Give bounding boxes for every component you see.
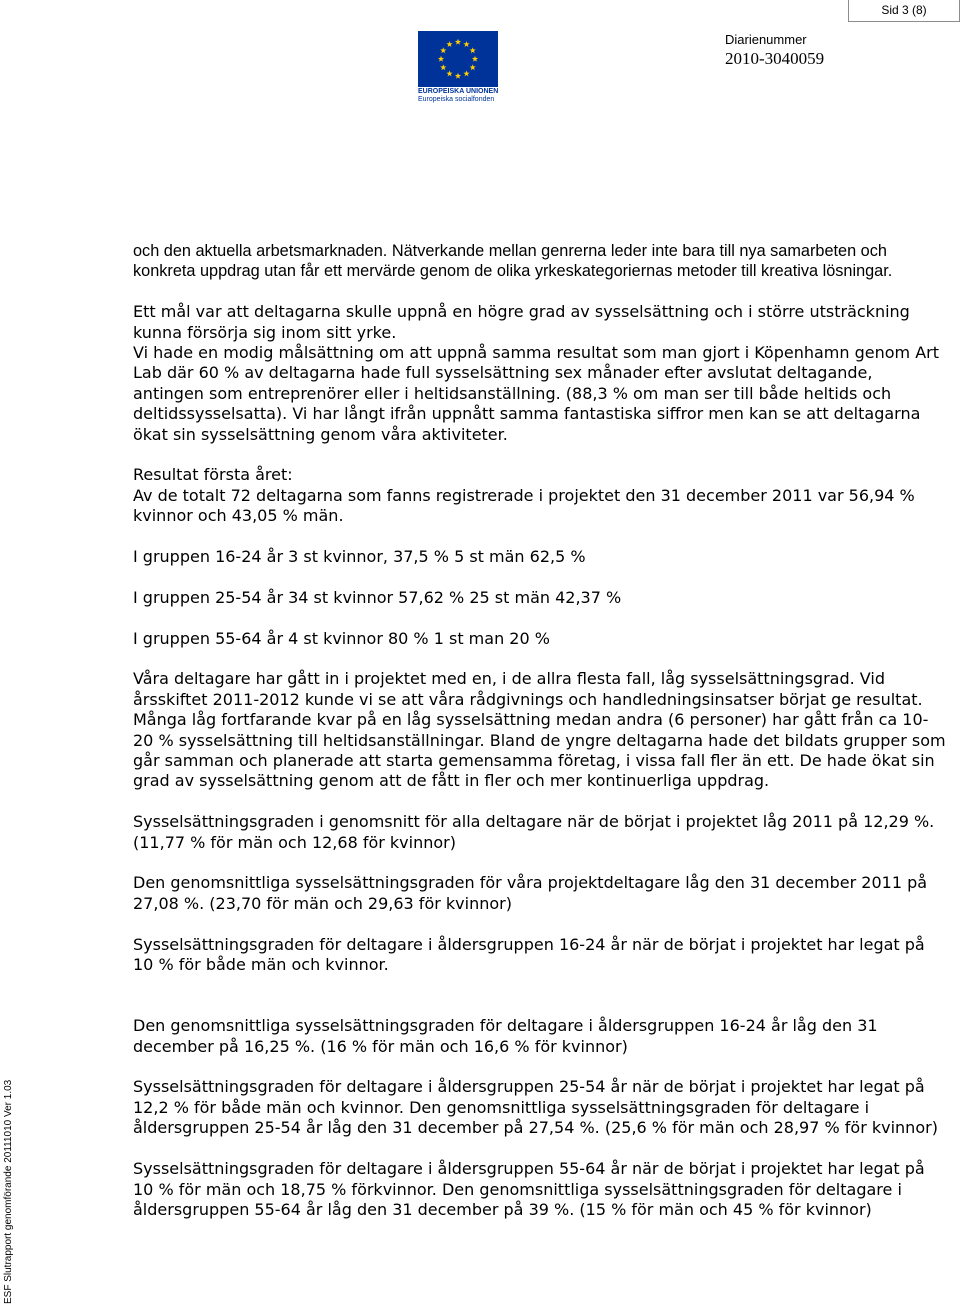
paragraph: Sysselsättningsgraden för deltagare i åldersgruppen 55-64 år när de börjat i projektet har legat på 10 % för män och 18,75 % förkvinnor. Den genomsnittliga sysselsättningsgraden för deltagare i åldersgruppen 55-64 år låg den 31 december på 39 %. (15 % för män och 45 % för kvinnor) <box>133 1159 925 1219</box>
eu-caption-line2: Europeiska socialfonden <box>418 96 495 103</box>
paragraph: Sysselsättningsgraden för deltagare i åldersgruppen 16-24 år när de börjat i projektet har legat på 10 % för både män och kvinnor. <box>133 934 925 975</box>
registration-block <box>725 31 824 70</box>
document-body <box>133 241 948 1220</box>
paragraph: Den genomsnittliga sysselsättningsgraden för våra projektdeltagare låg den 31 december 2011 på 27,08 %. (23,70 för män och 29,63 för kvinnor) <box>133 873 928 913</box>
paragraph: Ett mål var att deltagarna skulle uppnå en högre grad av sysselsättning och i större utsträckning kunna försörja sig inom sitt yrke. <box>133 302 910 342</box>
section-heading: Resultat första året: <box>133 465 293 485</box>
paragraph: Vi hade en modig målsättning om att uppnå samma resultat som man gjort i Köpenhamn genom Art Lab där 60 % av deltagarna hade full sysselsättning sex månader efter avslutat deltagande, antingen som entreprenörer eller i heltidsanställning. (88,3 % om man ser till både heltids och deltidssysselsatta). Vi har långt ifrån uppnått samma fantastiska siffror men kan se att deltagarna ökat sin sysselsättning genom våra aktiviteter. <box>133 343 940 444</box>
registration-label: Diarienummer <box>725 32 807 47</box>
list-item: I gruppen 25-54 år 34 st kvinnor 57,62 % 25 st män 42,37 % <box>133 587 622 607</box>
paragraph: Sysselsättningsgraden i genomsnitt för alla deltagare när de börjat i projektet låg 2011 på 12,29 %. (11,77 % för män och 12,68 för kvinnor) <box>133 812 935 852</box>
page-number: Sid 3 (8) <box>848 0 960 22</box>
paragraph: Av de totalt 72 deltagarna som fanns registrerade i projektet den 31 december 2011 var 56,94 % kvinnor och 43,05 % män. <box>133 485 915 526</box>
registration-number: 2010-3040059 <box>725 49 825 68</box>
paragraph: och den aktuella arbetsmarknaden. Nätverkande mellan genrerna leder inte bara till nya samarbeten och konkreta uppdrag utan får ett mervärde genom de olika yrkeskategoriernas metoder till kreativa lösningar. <box>133 242 893 281</box>
eu-caption-line1: EUROPEISKA UNIONEN <box>418 88 499 95</box>
list-item: I gruppen 16-24 år 3 st kvinnor, 37,5 % 5 st män 62,5 % <box>133 547 586 567</box>
list-item: I gruppen 55-64 år 4 st kvinnor 80 % 1 st man 20 % <box>133 628 550 648</box>
paragraph: Våra deltagare har gått in i projektet med en, i de allra flesta fall, låg sysselsättningsgrad. Vid årsskiftet 2011-2012 kunde vi se att våra rådgivnings och handledningsinsatser börjat ge resultat. Många låg fortfarande kvar på en låg sysselsättning medan andra (6 personer) har gått från ca 10-20 % sysselsättning till heltidsanställningar. Bland de yngre deltagarna hade det bildats grupper som går samman och planerade att starta gemensamma företag, i vissa fall fler än ett. De hade ökat sin grad av sysselsättning genom att de fått in fler och mer kontinuerliga uppdrag. <box>133 669 946 791</box>
eu-logo <box>418 31 498 104</box>
side-footer-label: ESF Slutrapport genomförande 20111010 Ver 1.03 <box>3 1079 14 1304</box>
paragraph: Sysselsättningsgraden för deltagare i åldersgruppen 25-54 år när de börjat i projektet har legat på 12,2 % för både män och kvinnor. Den genomsnittliga sysselsättningsgraden för deltagare i åldersgruppen 25-54 år låg den 31 december på 27,54 %. (25,6 % för män och 28,97 % för kvinnor) <box>133 1077 938 1138</box>
eu-caption <box>418 88 498 104</box>
eu-flag-icon <box>418 31 498 87</box>
paragraph: Den genomsnittliga sysselsättningsgraden för deltagare i åldersgruppen 16-24 år låg den 31 december på 16,25 %. (16 % för män och 16,6 % för kvinnor) <box>133 1016 878 1056</box>
